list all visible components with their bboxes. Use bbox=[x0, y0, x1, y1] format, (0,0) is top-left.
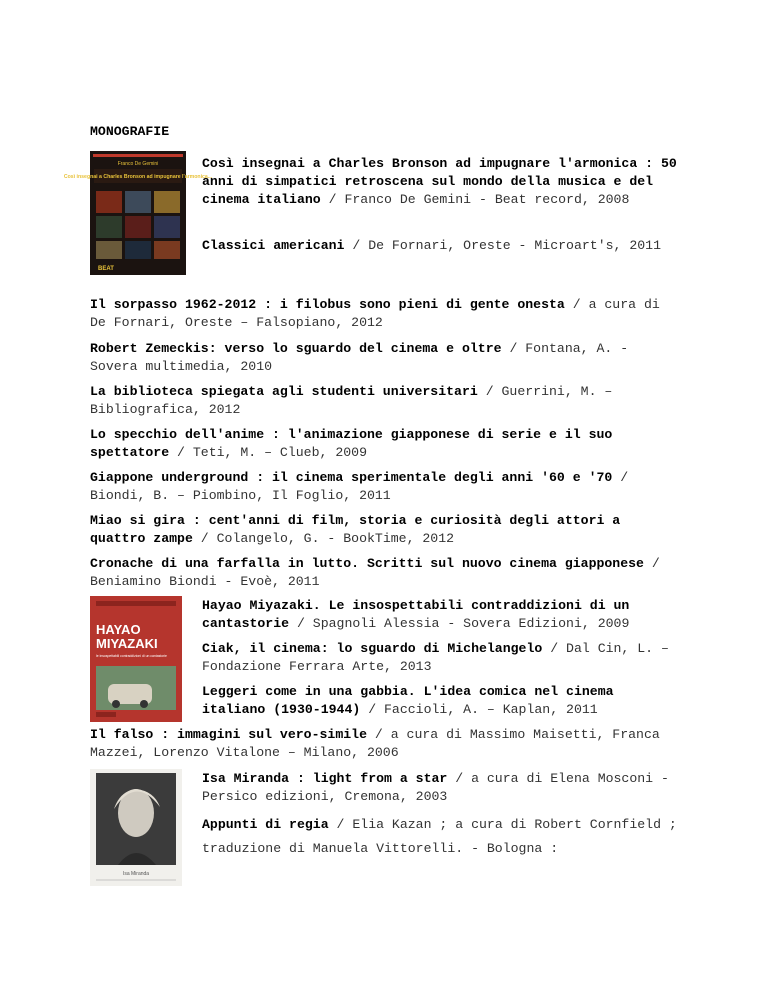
book-title: Classici americani bbox=[202, 238, 345, 253]
book-details: / Biondi, B. – Piombino, Il Foglio, 2011 bbox=[90, 470, 629, 503]
book-details: / Beniamino Biondi - Evoè, 2011 bbox=[90, 556, 660, 589]
book-details: / Elia Kazan ; a cura di Robert Cornfield ; traduzione di Manuela Vittorelli. - Bologna : bbox=[202, 817, 677, 856]
book-cover-miyazaki bbox=[90, 596, 182, 722]
miyazaki-cover-title-2: MIYAZAKI bbox=[96, 636, 158, 651]
monografia-entry bbox=[90, 726, 680, 762]
section-title: MONOGRAFIE bbox=[90, 124, 170, 139]
monografia-entry bbox=[202, 155, 680, 209]
book-title: Cronache di una farfalla in lutto. Scritti sul nuovo cinema giapponese bbox=[90, 556, 644, 571]
miranda-cover-caption: Isa Miranda bbox=[122, 871, 150, 877]
bronson-cover-title: Così insegnai a Charles Bronson ad impugnare l'armonica... bbox=[63, 174, 213, 180]
monografia-entry bbox=[202, 597, 680, 633]
book-title: Il falso : immagini sul vero-simile bbox=[90, 727, 367, 742]
book-details: / Fontana, A. - Sovera multimedia, 2010 bbox=[90, 341, 629, 374]
book-cover-miranda bbox=[90, 769, 182, 886]
book-details: / Dal Cin, L. – Fondazione Ferrara Arte, 2013 bbox=[202, 641, 669, 674]
monografia-entry bbox=[202, 237, 680, 255]
monografia-entry bbox=[202, 770, 680, 806]
book-details: / De Fornari, Oreste - Microart's, 2011 bbox=[344, 238, 662, 253]
book-details: / Franco De Gemini - Beat record, 2008 bbox=[320, 192, 630, 207]
book-title: Miao si gira : cent'anni di film, storia e curiosità degli attori a quattro zampe bbox=[90, 513, 621, 546]
monografia-entry bbox=[90, 555, 680, 591]
book-title: La biblioteca spiegata agli studenti universitari bbox=[90, 384, 478, 399]
miyazaki-cover-subtitle: le insospettabili contraddizioni di un cantastorie bbox=[96, 654, 167, 658]
book-details: / a cura di De Fornari, Oreste – Falsopiano, 2012 bbox=[90, 297, 660, 330]
book-details: / Spagnoli Alessia - Sovera Edizioni, 2009 bbox=[289, 616, 630, 631]
monografia-entry bbox=[202, 813, 680, 861]
book-details: / a cura di Elena Mosconi - Persico edizioni, Cremona, 2003 bbox=[202, 771, 669, 804]
book-title: Leggeri come in una gabbia. L'idea comica nel cinema italiano (1930-1944) bbox=[202, 684, 614, 717]
book-details: / Colangelo, G. - BookTime, 2012 bbox=[192, 531, 455, 546]
book-details: / a cura di Massimo Maisetti, Franca Mazzei, Lorenzo Vitalone – Milano, 2006 bbox=[90, 727, 660, 760]
book-cover-bronson-art bbox=[63, 151, 213, 275]
monografia-entry bbox=[90, 426, 680, 462]
bronson-cover-author: Franco De Gemini bbox=[117, 161, 159, 167]
book-title: Ciak, il cinema: lo sguardo di Michelangelo bbox=[202, 641, 543, 656]
book-title: Lo specchio dell'anime : l'animazione giapponese di serie e il suo spettatore bbox=[90, 427, 613, 460]
book-title: Hayao Miyazaki. Le insospettabili contraddizioni di un cantastorie bbox=[202, 598, 630, 631]
book-title: Isa Miranda : light from a star bbox=[202, 771, 448, 786]
bronson-cover-publisher: BEAT bbox=[98, 266, 114, 272]
monografia-entry bbox=[90, 296, 680, 332]
monografia-entry bbox=[90, 340, 680, 376]
monografia-entry bbox=[90, 512, 680, 548]
book-details: / Faccioli, A. – Kaplan, 2011 bbox=[360, 702, 598, 717]
book-details: / Guerrini, M. – Bibliografica, 2012 bbox=[90, 384, 613, 417]
miyazaki-cover-title-1: HAYAO bbox=[96, 622, 141, 637]
book-cover-miranda-art bbox=[90, 769, 182, 886]
book-title: Robert Zemeckis: verso lo sguardo del cinema e oltre bbox=[90, 341, 502, 356]
monografia-entry bbox=[90, 469, 680, 505]
book-cover-bronson bbox=[63, 151, 213, 275]
book-title: Appunti di regia bbox=[202, 817, 329, 832]
book-title: Così insegnai a Charles Bronson ad impugnare l'armonica : 50 anni di simpatici retroscena sul mondo della musica e del cinema italiano bbox=[202, 156, 677, 207]
monografia-entry bbox=[90, 383, 680, 419]
book-title: Il sorpasso 1962-2012 : i filobus sono pieni di gente onesta bbox=[90, 297, 565, 312]
monografia-entry bbox=[202, 683, 680, 719]
book-title: Giappone underground : il cinema sperimentale degli anni '60 e '70 bbox=[90, 470, 613, 485]
monografia-entry bbox=[202, 640, 680, 676]
book-details: / Teti, M. – Clueb, 2009 bbox=[169, 445, 367, 460]
book-cover-miyazaki-art bbox=[90, 596, 182, 722]
